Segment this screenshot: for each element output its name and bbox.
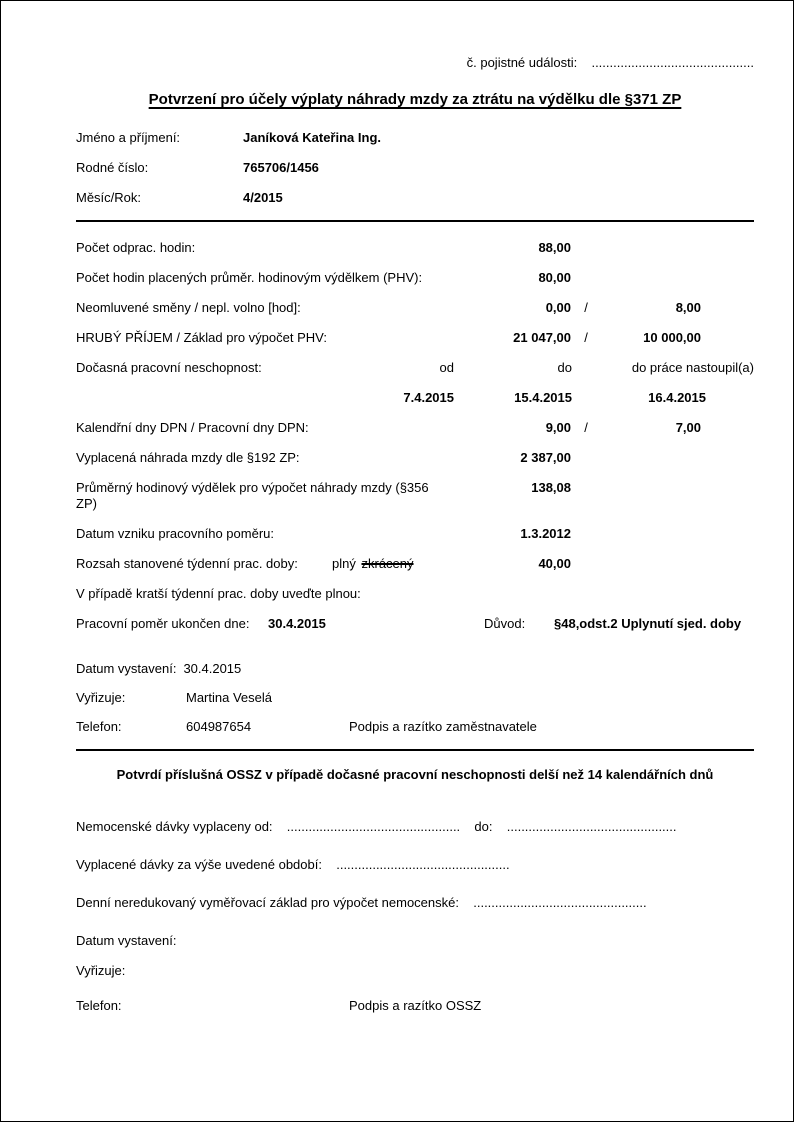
termination-label: Pracovní poměr ukončen dne: — [76, 616, 250, 631]
phone-value: 604987654 — [186, 719, 252, 734]
issue-date-row — [76, 661, 754, 677]
slash-separator: / — [584, 300, 588, 315]
spacer — [571, 480, 601, 512]
spacer — [601, 240, 701, 256]
avg-earning-row — [76, 480, 754, 512]
ossz-phone-row — [76, 998, 754, 1014]
spacer — [571, 450, 601, 466]
spacer — [571, 526, 601, 542]
absence-value-1: 0,00 — [545, 300, 571, 315]
avg-earning-label: Průměrný hodinový výdělek pro výpočet náhrady mzdy (§356 ZP) — [76, 480, 429, 511]
spacer — [601, 480, 701, 512]
claim-number-row — [76, 55, 754, 71]
daily-base-label: Denní neredukovaný vyměřovací základ pro výpočet nemocenské: — [76, 895, 459, 910]
absence-value-2: 8,00 — [675, 300, 701, 315]
slash-separator: / — [584, 330, 588, 345]
spacer — [701, 526, 754, 542]
benefits-from-label: Nemocenské dávky vyplaceny od: — [76, 819, 273, 834]
ossz-issue-date-row — [76, 933, 754, 949]
dpn-from-date: 7.4.2015 — [403, 390, 454, 405]
spacer — [76, 390, 374, 406]
dpn-header-row — [76, 360, 754, 376]
ossz-phone-label: Telefon: — [76, 998, 122, 1013]
name-label: Jméno a příjmení: — [76, 130, 181, 145]
compensation-value: 2 387,00 — [520, 450, 571, 465]
avg-earning-value: 138,08 — [531, 480, 571, 495]
worked-hours-label: Počet odprac. hodin: — [76, 240, 196, 255]
dpn-to-label: do — [557, 360, 572, 375]
dpn-calendar-days-value: 9,00 — [545, 420, 571, 435]
form-content — [1, 55, 793, 1014]
spacer — [701, 556, 754, 572]
phone-label: Telefon: — [76, 719, 122, 734]
ossz-issue-date-label: Datum vystavení: — [76, 933, 177, 948]
slash-separator: / — [584, 420, 588, 435]
spacer — [701, 300, 754, 316]
termination-reason-value: §48,odst.2 Uplynutí sjed. doby — [554, 616, 742, 631]
phv-hours-value: 80,00 — [538, 270, 571, 285]
ossz-footer — [76, 933, 754, 1014]
dpn-days-label: Kalendřní dny DPN / Pracovní dny DPN: — [76, 420, 309, 435]
benefits-paid-row — [76, 819, 754, 835]
ossz-fill-section — [76, 819, 754, 911]
compensation-row — [76, 450, 754, 466]
dpn-return-date: 16.4.2015 — [648, 390, 706, 405]
wage-section — [76, 240, 754, 632]
benefits-amount-row — [76, 857, 754, 873]
spacer — [701, 240, 754, 256]
reduced-time-option-struck: zkrácený — [361, 556, 414, 571]
ossz-heading: Potvrdí příslušná OSSZ v případě dočasné pracovní neschopnosti delší než 14 kalendářních dnů — [116, 767, 714, 782]
absence-label: Neomluvené směny / nepl. volno [hod]: — [76, 300, 301, 315]
section-divider-bottom — [76, 749, 754, 751]
employer-footer — [76, 661, 754, 735]
handler-value: Martina Veselá — [186, 690, 272, 705]
phone-row — [76, 719, 754, 735]
daily-base-row — [76, 895, 754, 911]
spacer — [571, 240, 601, 256]
spacer — [701, 420, 754, 436]
person-month-row — [76, 190, 754, 206]
dpn-to-date: 15.4.2015 — [514, 390, 572, 405]
handler-row — [76, 690, 754, 706]
worked-hours-value: 88,00 — [538, 240, 571, 255]
birth-number-label: Rodné číslo: — [76, 160, 149, 175]
handler-label: Vyřizuje: — [76, 690, 126, 705]
dpn-working-days-value: 7,00 — [675, 420, 701, 435]
spacer — [186, 998, 349, 1014]
gross-income-value: 21 047,00 — [513, 330, 571, 345]
shorter-weekly-note: V případě kratší týdenní prac. doby uveďte plnou: — [76, 586, 361, 601]
claim-number-label: č. pojistné události: — [466, 55, 578, 70]
spacer — [701, 330, 754, 346]
phv-hours-label: Počet hodin placených průměr. hodinovým výdělkem (PHV): — [76, 270, 423, 285]
month-year-value: 4/2015 — [243, 190, 283, 205]
name-value: Janíková Kateřina Ing. — [243, 130, 381, 145]
dpn-from-label: od — [439, 360, 454, 375]
page-title: Potvrzení pro účely výplaty náhrady mzdy za ztrátu na výdělku dle §371 ZP — [148, 91, 682, 108]
shorter-weekly-note-row — [76, 586, 754, 602]
issue-date-value: 30.4.2015 — [183, 661, 242, 676]
daily-base-fill-line: ................................................ — [473, 895, 647, 910]
dpn-days-row — [76, 420, 754, 436]
employer-signature-label: Podpis a razítko zaměstnavatele — [349, 719, 537, 734]
absence-row — [76, 300, 754, 316]
dpn-label: Dočasná pracovní neschopnost: — [76, 360, 262, 375]
birth-number-value: 765706/1456 — [243, 160, 319, 175]
spacer — [176, 661, 183, 677]
phv-base-value: 10 000,00 — [643, 330, 701, 345]
benefits-amount-fill-line: ................................................ — [336, 857, 510, 872]
gross-income-label: HRUBÝ PŘÍJEM / Základ pro výpočet PHV: — [76, 330, 327, 345]
spacer — [601, 270, 701, 286]
worked-hours-row — [76, 240, 754, 256]
dpn-return-label: do práce nastoupil(a) — [631, 360, 754, 375]
spacer — [571, 556, 601, 572]
ossz-signature-label: Podpis a razítko OSSZ — [349, 998, 482, 1013]
spacer — [701, 480, 754, 512]
full-time-option: plný — [332, 556, 356, 571]
spacer — [701, 450, 754, 466]
gross-income-row — [76, 330, 754, 346]
benefits-to-label: do: — [474, 819, 493, 834]
spacer — [601, 526, 701, 542]
claim-number-fill-line: ............................................. — [591, 55, 754, 70]
compensation-label: Vyplacená náhrada mzdy dle §192 ZP: — [76, 450, 300, 465]
benefits-from-fill-line: ................................................ — [286, 819, 461, 834]
weekly-scope-row — [76, 556, 754, 572]
weekly-hours-value: 40,00 — [538, 556, 571, 571]
spacer — [601, 556, 701, 572]
spacer — [571, 270, 601, 286]
month-year-label: Měsíc/Rok: — [76, 190, 142, 205]
spacer — [601, 450, 701, 466]
termination-row — [76, 616, 754, 632]
benefits-amount-label: Vyplacené dávky za výše uvedené období: — [76, 857, 322, 872]
termination-date: 30.4.2015 — [268, 616, 326, 631]
issue-date-label: Datum vystavení: — [76, 661, 177, 676]
dpn-dates-row — [76, 390, 754, 406]
employment-start-label: Datum vzniku pracovního poměru: — [76, 526, 274, 541]
person-section — [76, 130, 754, 206]
termination-reason-label: Důvod: — [484, 616, 526, 631]
benefits-to-fill-line: ............................................... — [506, 819, 677, 834]
weekly-scope-label: Rozsah stanovené týdenní prac. doby: — [76, 556, 298, 571]
weekly-scope-options — [332, 556, 451, 572]
employment-start-row — [76, 526, 754, 542]
person-birthnumber-row — [76, 160, 754, 176]
section-divider-top — [76, 220, 754, 222]
ossz-handler-label: Vyřizuje: — [76, 963, 126, 978]
spacer — [701, 270, 754, 286]
phv-hours-row — [76, 270, 754, 286]
ossz-handler-row — [76, 963, 754, 979]
employment-start-value: 1.3.2012 — [520, 526, 571, 541]
person-name-row — [76, 130, 754, 146]
